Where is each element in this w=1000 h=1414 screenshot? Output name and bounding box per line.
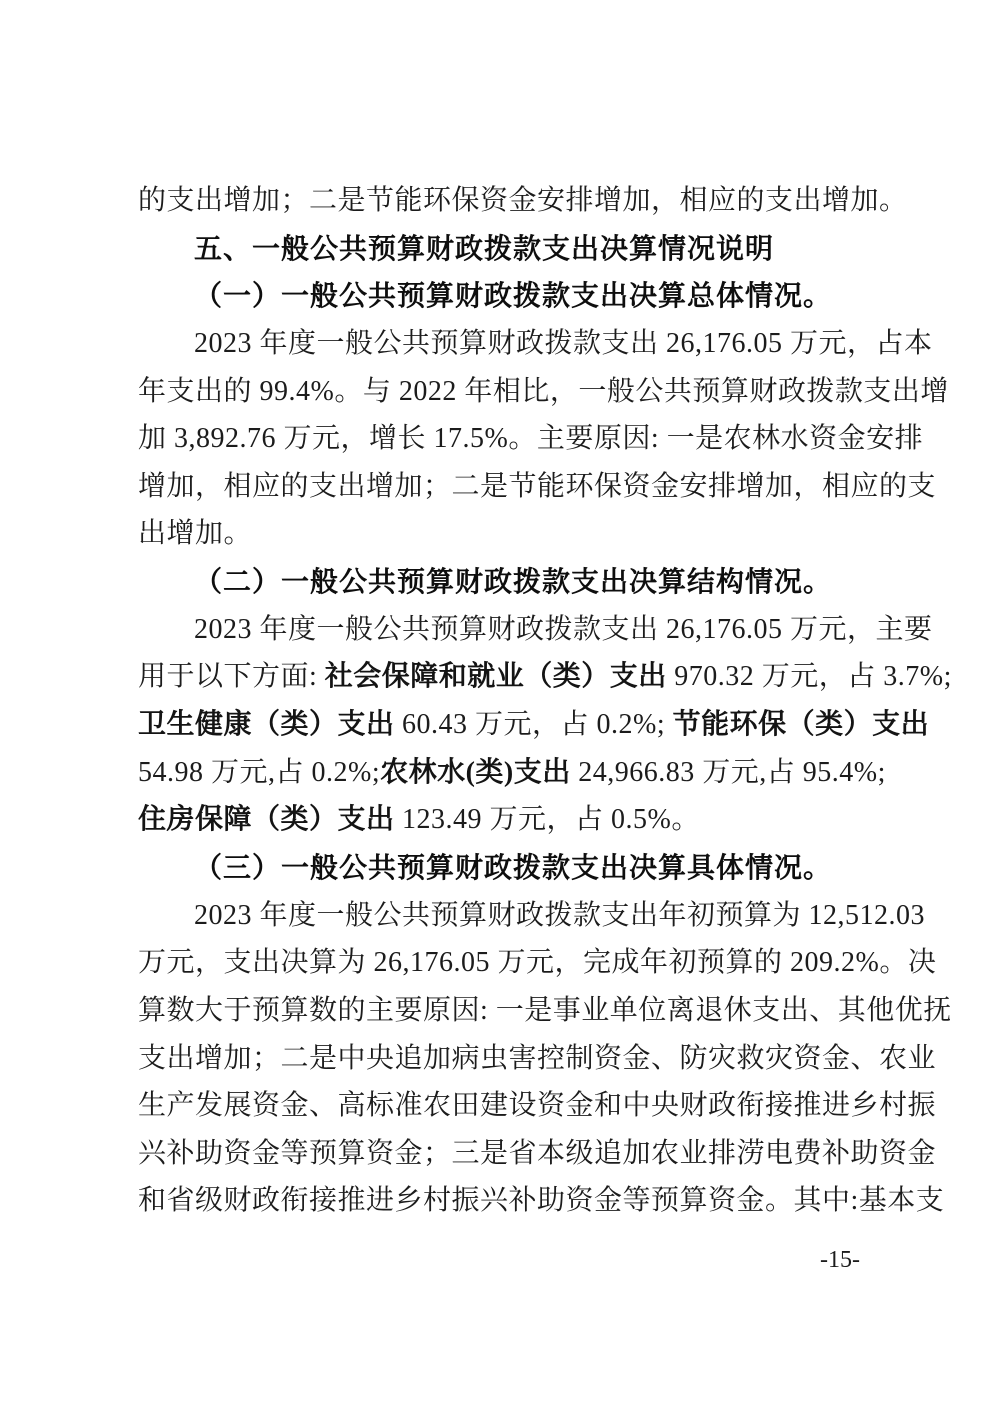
text-line <box>138 177 908 225</box>
text-line <box>138 415 924 463</box>
body-text: 用于以下方面: <box>138 661 325 693</box>
text-line <box>138 1035 937 1083</box>
text-line <box>138 606 933 654</box>
heading-line <box>138 272 898 320</box>
heading-line <box>138 225 898 273</box>
body-text: 加 3,892.76 万元，增长 17.5%。主要原因: 一是农林水资金安排 <box>138 423 924 455</box>
body-text: 和省级财政衔接推进乡村振兴补助资金等预算资金。其中:基本支 <box>138 1185 945 1217</box>
text-line <box>138 320 933 368</box>
text-line <box>138 796 898 844</box>
text-line <box>138 892 926 940</box>
text-line <box>138 749 898 797</box>
page-number: -15- <box>820 1247 860 1273</box>
body-text: 2023 年度一般公共预算财政拨款支出年初预算为 12,512.03 <box>194 899 926 931</box>
body-text: 兴补助资金等预算资金；三是省本级追加农业排涝电费补助资金 <box>138 1137 937 1169</box>
body-text: 万元，支出决算为 26,176.05 万元，完成年初预算的 209.2%。决 <box>138 947 937 979</box>
text-line <box>138 510 898 558</box>
bold-category-text: 农林水(类)支出 <box>380 756 571 788</box>
heading-text: 五、一般公共预算财政拨款支出决算情况说明 <box>194 232 775 264</box>
heading-text: （一）一般公共预算财政拨款支出决算总体情况。 <box>194 280 833 312</box>
heading-line <box>138 844 898 892</box>
bold-category-text: 社会保障和就业（类）支出 <box>324 661 667 693</box>
bold-category-text: 节能环保（类）支出 <box>672 709 930 741</box>
text-line <box>138 1177 945 1225</box>
body-text: 生产发展资金、高标准农田建设资金和中央财政衔接推进乡村振 <box>138 1090 937 1122</box>
body-text: 出增加。 <box>138 518 253 550</box>
text-block <box>138 177 952 1225</box>
body-text: 的支出增加；二是节能环保资金安排增加，相应的支出增加。 <box>138 185 908 216</box>
text-line <box>138 1130 937 1178</box>
body-text: 24,966.83 万元,占 95.4%; <box>570 756 886 788</box>
text-line <box>138 987 952 1035</box>
bold-category-text: 卫生健康（类）支出 <box>138 709 395 741</box>
body-text: 支出增加；二是中央追加病虫害控制资金、防灾救灾资金、农业 <box>138 1042 937 1074</box>
text-line <box>138 939 937 987</box>
text-line <box>138 653 952 701</box>
text-line <box>138 368 949 416</box>
body-text: 2023 年度一般公共预算财政拨款支出 26,176.05 万元，主要 <box>194 613 933 645</box>
body-text: 54.98 万元,占 0.2%; <box>138 756 381 788</box>
text-line <box>138 701 930 749</box>
body-text: 增加，相应的支出增加；二是节能环保资金安排增加，相应的支 <box>138 470 937 502</box>
bold-category-text: 住房保障（类）支出 <box>138 804 395 836</box>
text-line <box>138 463 937 511</box>
heading-line <box>138 558 898 606</box>
text-line <box>138 1082 937 1130</box>
heading-text: （二）一般公共预算财政拨款支出决算结构情况。 <box>194 566 833 598</box>
body-text: 60.43 万元，占 0.2%; <box>394 709 673 741</box>
body-text: 970.32 万元，占 3.7%; <box>666 661 952 693</box>
heading-text: （三）一般公共预算财政拨款支出决算具体情况。 <box>194 851 833 883</box>
body-text: 年支出的 99.4%。与 2022 年相比，一般公共预算财政拨款支出增 <box>138 375 949 407</box>
body-text: 2023 年度一般公共预算财政拨款支出 26,176.05 万元，占本 <box>194 327 933 359</box>
body-text: 算数大于预算数的主要原因: 一是事业单位离退休支出、其他优抚 <box>138 994 952 1026</box>
body-text: 123.49 万元，占 0.5%。 <box>394 804 700 836</box>
